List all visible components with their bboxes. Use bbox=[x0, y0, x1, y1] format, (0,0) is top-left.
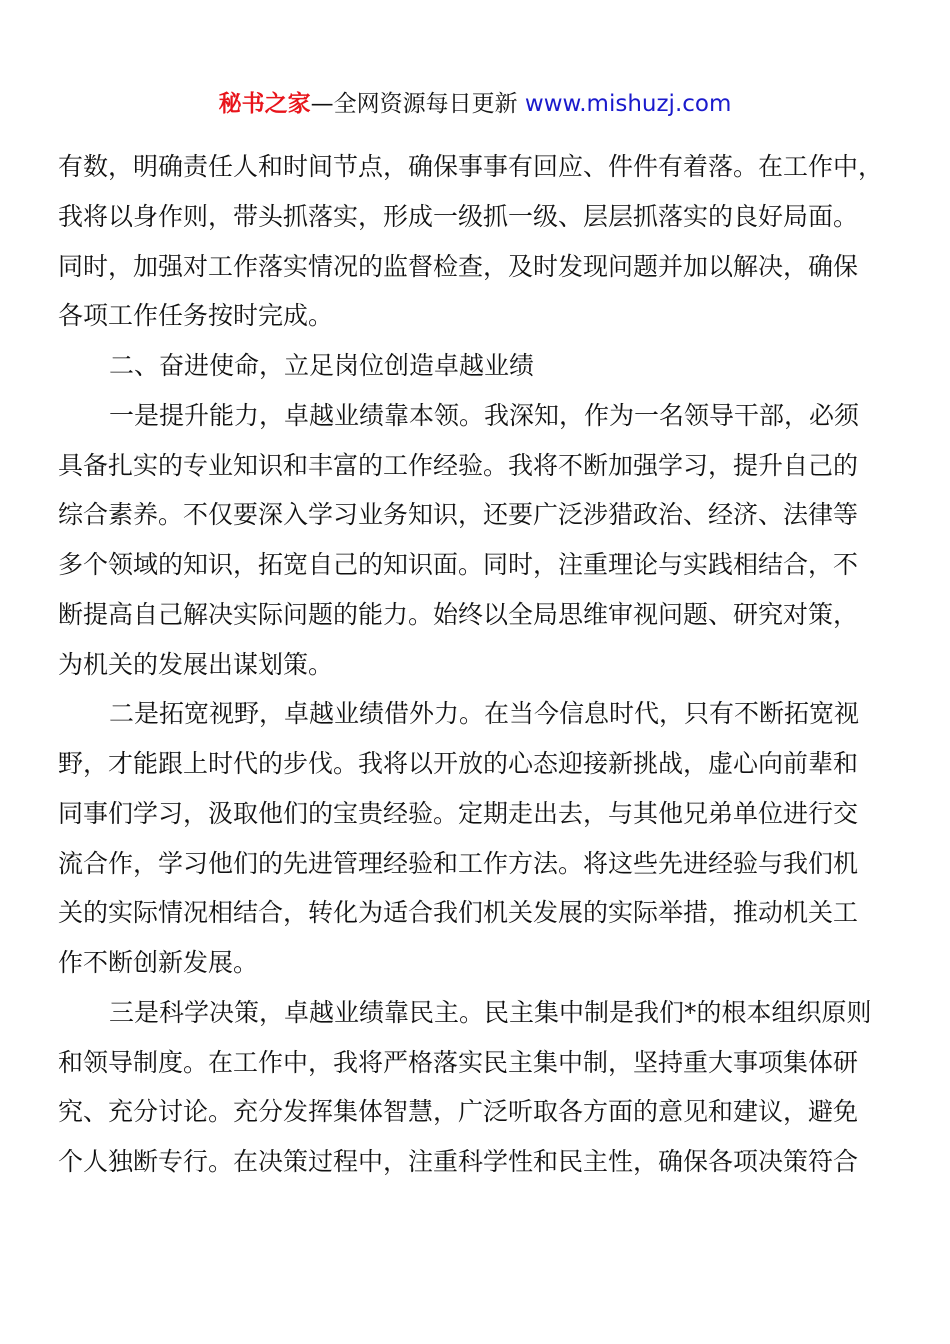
text-line: 断提高自己解决实际问题的能力。始终以全局思维审视问题、研究对策， bbox=[58, 599, 859, 629]
text-line: 具备扎实的专业知识和丰富的工作经验。我将不断加强学习，提升自己的 bbox=[58, 450, 859, 480]
text-line: 和领导制度。在工作中，我将严格落实民主集中制，坚持重大事项集体研 bbox=[58, 1047, 859, 1077]
text-line: 三是科学决策，卓越业绩靠民主。民主集中制是我们*的根本组织原则 bbox=[109, 997, 872, 1027]
document-body bbox=[58, 142, 898, 1187]
text-line: 个人独断专行。在决策过程中，注重科学性和民主性，确保各项决策符合 bbox=[58, 1147, 859, 1176]
brand-name: 秘书之家 bbox=[218, 91, 311, 117]
text-line: 究、充分讨论。充分发挥集体智慧，广泛听取各方面的意见和建议，避免 bbox=[58, 1097, 859, 1127]
text-line: 综合素养。不仅要深入学习业务知识，还要广泛涉猎政治、经济、法律等 bbox=[58, 500, 859, 530]
text-line: 作不断创新发展。 bbox=[58, 948, 259, 977]
text-line: 一是提升能力，卓越业绩靠本领。我深知，作为一名领导干部，必须 bbox=[109, 400, 860, 430]
text-line: 野，才能跟上时代的步伐。我将以开放的心态迎接新挑战，虚心向前辈和 bbox=[58, 749, 859, 778]
text-line: 有数，明确责任人和时间节点，确保事事有回应、件件有着落。在工作中， bbox=[58, 152, 884, 181]
text-line: 流合作，学习他们的先进管理经验和工作方法。将这些先进经验与我们机 bbox=[58, 848, 859, 878]
text-line: 二、奋进使命，立足岗位创造卓越业绩 bbox=[109, 351, 535, 380]
text-line: 多个领域的知识，拓宽自己的知识面。同时，注重理论与实践相结合，不 bbox=[58, 550, 859, 579]
text-line: 各项工作任务按时完成。 bbox=[58, 301, 334, 331]
page-header bbox=[0, 88, 950, 120]
text-line: 为机关的发展出谋划策。 bbox=[58, 649, 334, 679]
text-line: 二是拓宽视野，卓越业绩借外力。在当今信息时代，只有不断拓宽视 bbox=[109, 699, 860, 729]
header-tagline: —全网资源每日更新 bbox=[310, 91, 525, 117]
site-url-link[interactable]: www.mishuzj.com bbox=[524, 91, 732, 117]
text-line: 我将以身作则，带头抓落实，形成一级抓一级、层层抓落实的良好局面。 bbox=[58, 201, 859, 231]
text-line: 同事们学习，汲取他们的宝贵经验。定期走出去，与其他兄弟单位进行交 bbox=[58, 798, 859, 828]
text-line: 关的实际情况相结合，转化为适合我们机关发展的实际举措，推动机关工 bbox=[58, 898, 859, 928]
text-line: 同时，加强对工作落实情况的监督检查，及时发现问题并加以解决，确保 bbox=[58, 251, 859, 281]
